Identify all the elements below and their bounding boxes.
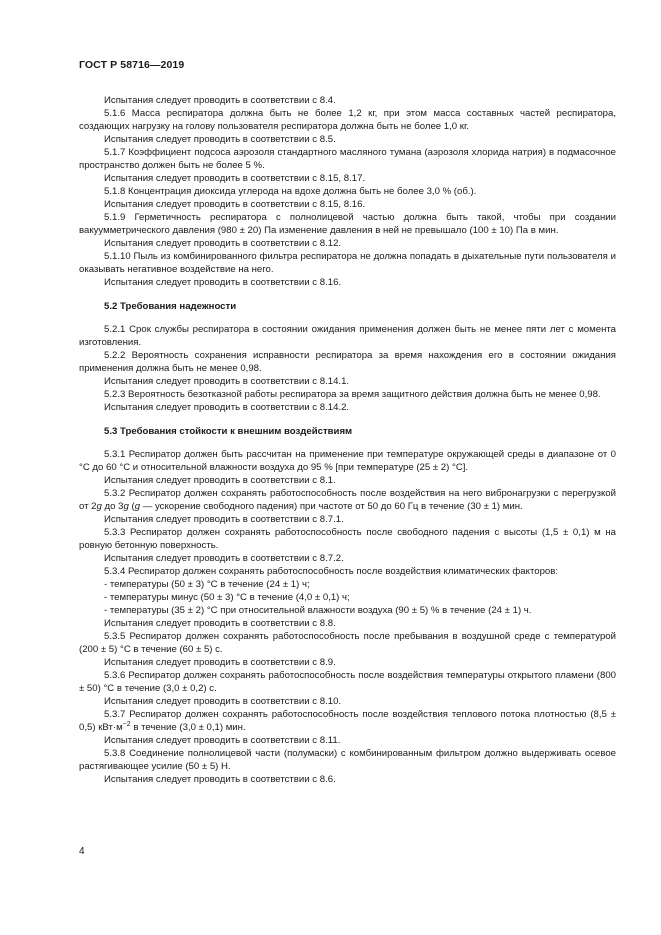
- paragraph: Испытания следует проводить в соответствии с 8.16.: [104, 277, 342, 288]
- section-heading-5-3: 5.3 Требования стойкости к внешним воздействиям: [104, 426, 353, 437]
- clause-5-1-10: 5.1.10 Пыль из комбинированного фильтра респиратора не должна попадать в дыхательные пути пользователя и оказывать негативное воздействие на него.: [79, 251, 616, 275]
- clause-5-2-3: 5.2.3 Вероятность безотказной работы респиратора за время защитного действия должна быть не менее 0,98.: [104, 389, 601, 400]
- clause-5-3-6: 5.3.6 Респиратор должен сохранять работоспособность после воздействия температуры открытого пламени (800 ± 50) °С в течение (3,0 ± 0,2) с.: [79, 670, 616, 694]
- clause-5-1-7: 5.1.7 Коэффициент подсоса аэрозоля стандартного масляного тумана (аэрозоля хлорида натрия) в подмасочное пространство должен быть не более 5 %.: [79, 147, 616, 171]
- list-item: - температуры (35 ± 2) °С при относительной влажности воздуха (90 ± 5) % в течение (24 ± 1) ч.: [104, 605, 532, 616]
- gravity-symbol: g: [96, 501, 102, 512]
- clause-5-3-1: 5.3.1 Респиратор должен быть рассчитан на применение при температуре окружающей среды в диапазоне от 0 °С до 60 °С и относительной влажности воздуха до 95 % [при температуре (25 ± 2) °С].: [79, 449, 616, 473]
- clause-text: до 3: [101, 501, 124, 512]
- clause-5-2-1: 5.2.1 Срок службы респиратора в состоянии ожидания применения должен быть не менее пяти лет с момента изготовления.: [79, 324, 616, 348]
- clause-5-1-6: 5.1.6 Масса респиратора должна быть не более 1,2 кг, при этом масса составных частей респиратора, создающих нагрузку на голову пользователя респиратора должна быть не более 1,0 кг.: [79, 108, 616, 132]
- clause-text: в течение (3,0 ± 0,1) мин.: [130, 722, 246, 733]
- paragraph: Испытания следует проводить в соответствии с 8.1.: [104, 475, 336, 486]
- paragraph: Испытания следует проводить в соответствии с 8.14.1.: [104, 376, 350, 387]
- clause-5-1-9: 5.1.9 Герметичность респиратора с полнолицевой частью должна быть такой, чтобы при создании вакуумметрического давления (980 ± 20) Па изменение давления в ней не превышало (100 ± 10) Па в мин.: [79, 212, 616, 236]
- clause-text: 5.3.7 Респиратор должен сохранять работоспособность после воздействия теплового потока плотностью (8,5 ± 0,5) кВт·м: [79, 709, 616, 733]
- clause-5-3-8: 5.3.8 Соединение полнолицевой части (полумаски) с комбинированным фильтром должно выдерживать осевое растягивающее усилие (50 ± 5) Н.: [79, 748, 616, 772]
- paragraph: Испытания следует проводить в соответствии с 8.4.: [104, 95, 336, 106]
- exponent: −2: [122, 720, 131, 728]
- clause-text: — ускорение свободного падения) при частоте от 50 до 60 Гц в течение (30 ± 1) мин.: [140, 501, 523, 512]
- page-number: 4: [79, 846, 85, 857]
- clause-text: 5.3.2 Респиратор должен сохранять работоспособность после воздействия на него вибронагрузки с перегрузкой от 2: [79, 488, 616, 512]
- clause-5-3-4: 5.3.4 Респиратор должен сохранять работоспособность после воздействия климатических факторов:: [104, 566, 559, 577]
- clause-5-1-8: 5.1.8 Концентрация диоксида углерода на вдохе должна быть не более 3,0 % (об.).: [104, 186, 477, 197]
- paragraph: Испытания следует проводить в соответствии с 8.6.: [104, 774, 336, 785]
- paragraph: Испытания следует проводить в соответствии с 8.11.: [104, 735, 341, 746]
- document-body: [79, 94, 616, 786]
- list-item: - температуры минус (50 ± 3) °С в течение (4,0 ± 0,1) ч;: [104, 592, 350, 603]
- clause-text: (: [128, 501, 135, 512]
- gravity-symbol: g: [134, 501, 141, 512]
- paragraph: Испытания следует проводить в соответствии с 8.9.: [104, 657, 336, 668]
- paragraph: Испытания следует проводить в соответствии с 8.10.: [104, 696, 342, 707]
- paragraph: Испытания следует проводить в соответствии с 8.15, 8.17.: [104, 173, 366, 184]
- paragraph: Испытания следует проводить в соответствии с 8.14.2.: [104, 402, 350, 413]
- clause-5-3-5: 5.3.5 Респиратор должен сохранять работоспособность после пребывания в воздушной среде с температурой (200 ± 5) °С в течение (60 ± 5) с.: [79, 631, 616, 655]
- document-header: ГОСТ Р 58716—2019: [79, 59, 185, 71]
- clause-5-2-2: 5.2.2 Вероятность сохранения исправности респиратора за время нахождения его в состоянии ожидания применения должна быть не менее 0,98.: [79, 350, 616, 374]
- gravity-symbol: g: [123, 501, 129, 512]
- clause-5-3-2: [79, 487, 616, 513]
- list-item: - температуры (50 ± 3) °С в течение (24 ± 1) ч;: [104, 579, 310, 590]
- paragraph: Испытания следует проводить в соответствии с 8.5.: [104, 134, 336, 145]
- paragraph: Испытания следует проводить в соответствии с 8.12.: [104, 238, 342, 249]
- paragraph: Испытания следует проводить в соответствии с 8.7.1.: [104, 514, 344, 525]
- clause-5-3-3: 5.3.3 Респиратор должен сохранять работоспособность после свободного падения с высоты (1,5 ± 0,1) м на ровную бетонную поверхность.: [79, 527, 616, 551]
- paragraph: Испытания следует проводить в соответствии с 8.8.: [104, 618, 336, 629]
- paragraph: Испытания следует проводить в соответствии с 8.7.2.: [104, 553, 344, 564]
- clause-5-3-7: [79, 708, 616, 734]
- paragraph: Испытания следует проводить в соответствии с 8.15, 8.16.: [104, 199, 366, 210]
- section-heading-5-2: 5.2 Требования надежности: [104, 301, 237, 312]
